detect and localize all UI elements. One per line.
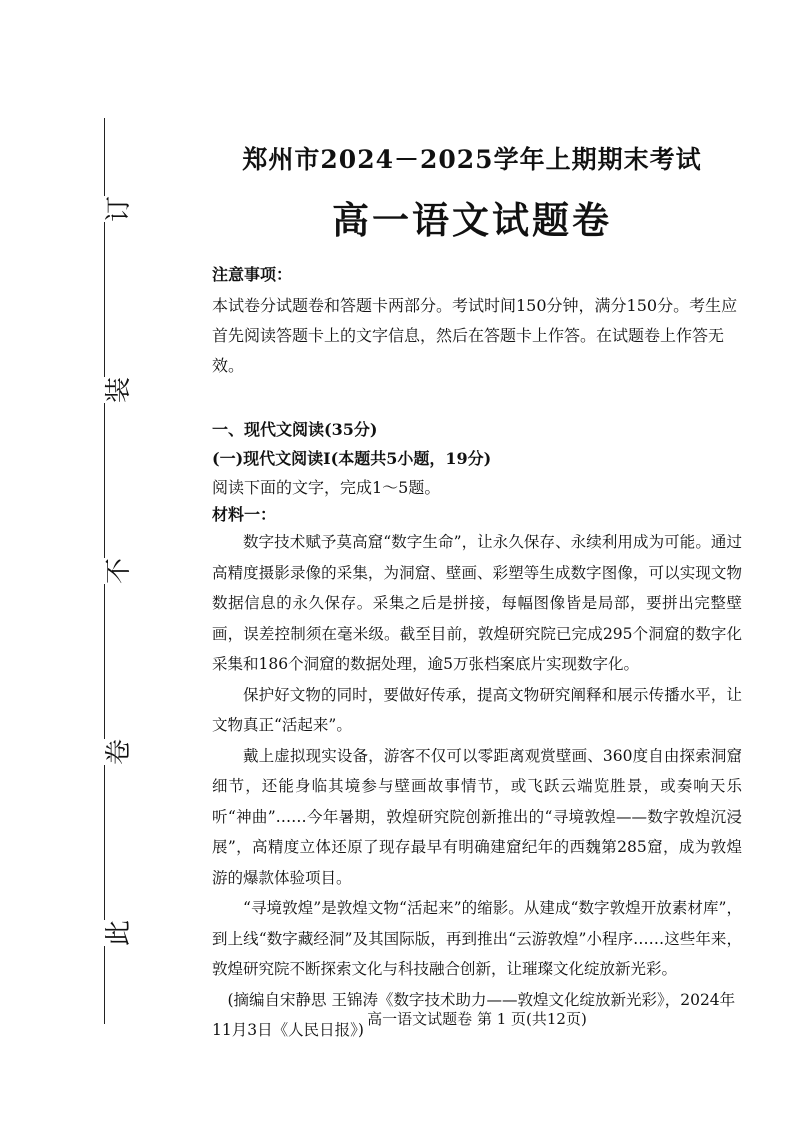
material-label: 材料一： <box>212 505 277 524</box>
page-footer: 高一语文试题卷 第 1 页(共12页) <box>367 1010 587 1028</box>
binding-char: 装 <box>98 377 140 403</box>
binding-char: 此 <box>98 920 140 946</box>
notice-body: 本试卷分试题卷和答题卡两部分。考试时间150分钟，满分150分。考生应首先阅读答题卡上的文字信息，然后在答题卡上作答。在试题卷上作答无效。 <box>212 296 738 375</box>
subsection-heading: (一)现代文阅读Ⅰ(本题共5小题，19分) <box>212 449 492 468</box>
material-source: (摘编自宋静思 王锦涛《数字技术助力——敦煌文化绽放新光彩》，2024年11月3日《人民日报》) <box>212 990 736 1039</box>
binding-char: 不 <box>98 558 140 584</box>
binding-char: 卷 <box>98 739 140 765</box>
subject-title: 高一语文试题卷 <box>332 198 612 242</box>
binding-char: 订 <box>98 196 140 222</box>
material-paragraph: 数字技术赋予莫高窟“数字生命”，让永久保存、永续利用成为可能。通过高精度摄影录像的采集，为洞窟、壁画、彩塑等生成数字图像，可以实现文物数据信息的永久保存。采集之后是拼接，每幅图像皆是局部，要拼出完整壁画，误差控制须在毫米级。截至目前，敦煌研究院已完成295个洞窟的数字化采集和186个洞窟的数据处理，逾5万张档案底片实现数字化。 <box>212 533 742 673</box>
section-heading: 一、现代文阅读(35分) <box>212 420 378 439</box>
notice-heading: 注意事项： <box>212 265 293 284</box>
exam-title: 郑州市2024－2025学年上期期末考试 <box>242 145 702 174</box>
exam-page <box>212 140 742 1045</box>
material-paragraph: “寻境敦煌”是敦煌文物“活起来”的缩影。从建成“数字敦煌开放素材库”，到上线“数字藏经洞”及其国际版，再到推出“云游敦煌”小程序……这些年来，敦煌研究院不断探索文化与科技融合创新，让璀璨文化绽放新光彩。 <box>212 899 742 978</box>
material-paragraph: 保护好文物的同时，要做好传承，提高文物研究阐释和展示传播水平，让文物真正“活起来”。 <box>212 685 742 734</box>
binding-margin-label <box>101 118 137 1024</box>
material-paragraph: 戴上虚拟现实设备，游客不仅可以零距离观赏壁画、360度自由探索洞窟细节，还能身临其境参与壁画故事情节，或飞跃云端览胜景，或奏响天乐听“神曲”……今年暑期，敦煌研究院创新推出的“寻境敦煌——数字敦煌沉浸展”，高精度立体还原了现存最早有明确建窟纪年的西魏第285窟，成为敦煌游的爆款体验项目。 <box>212 746 742 887</box>
reading-instruction: 阅读下面的文字，完成1～5题。 <box>212 478 441 497</box>
